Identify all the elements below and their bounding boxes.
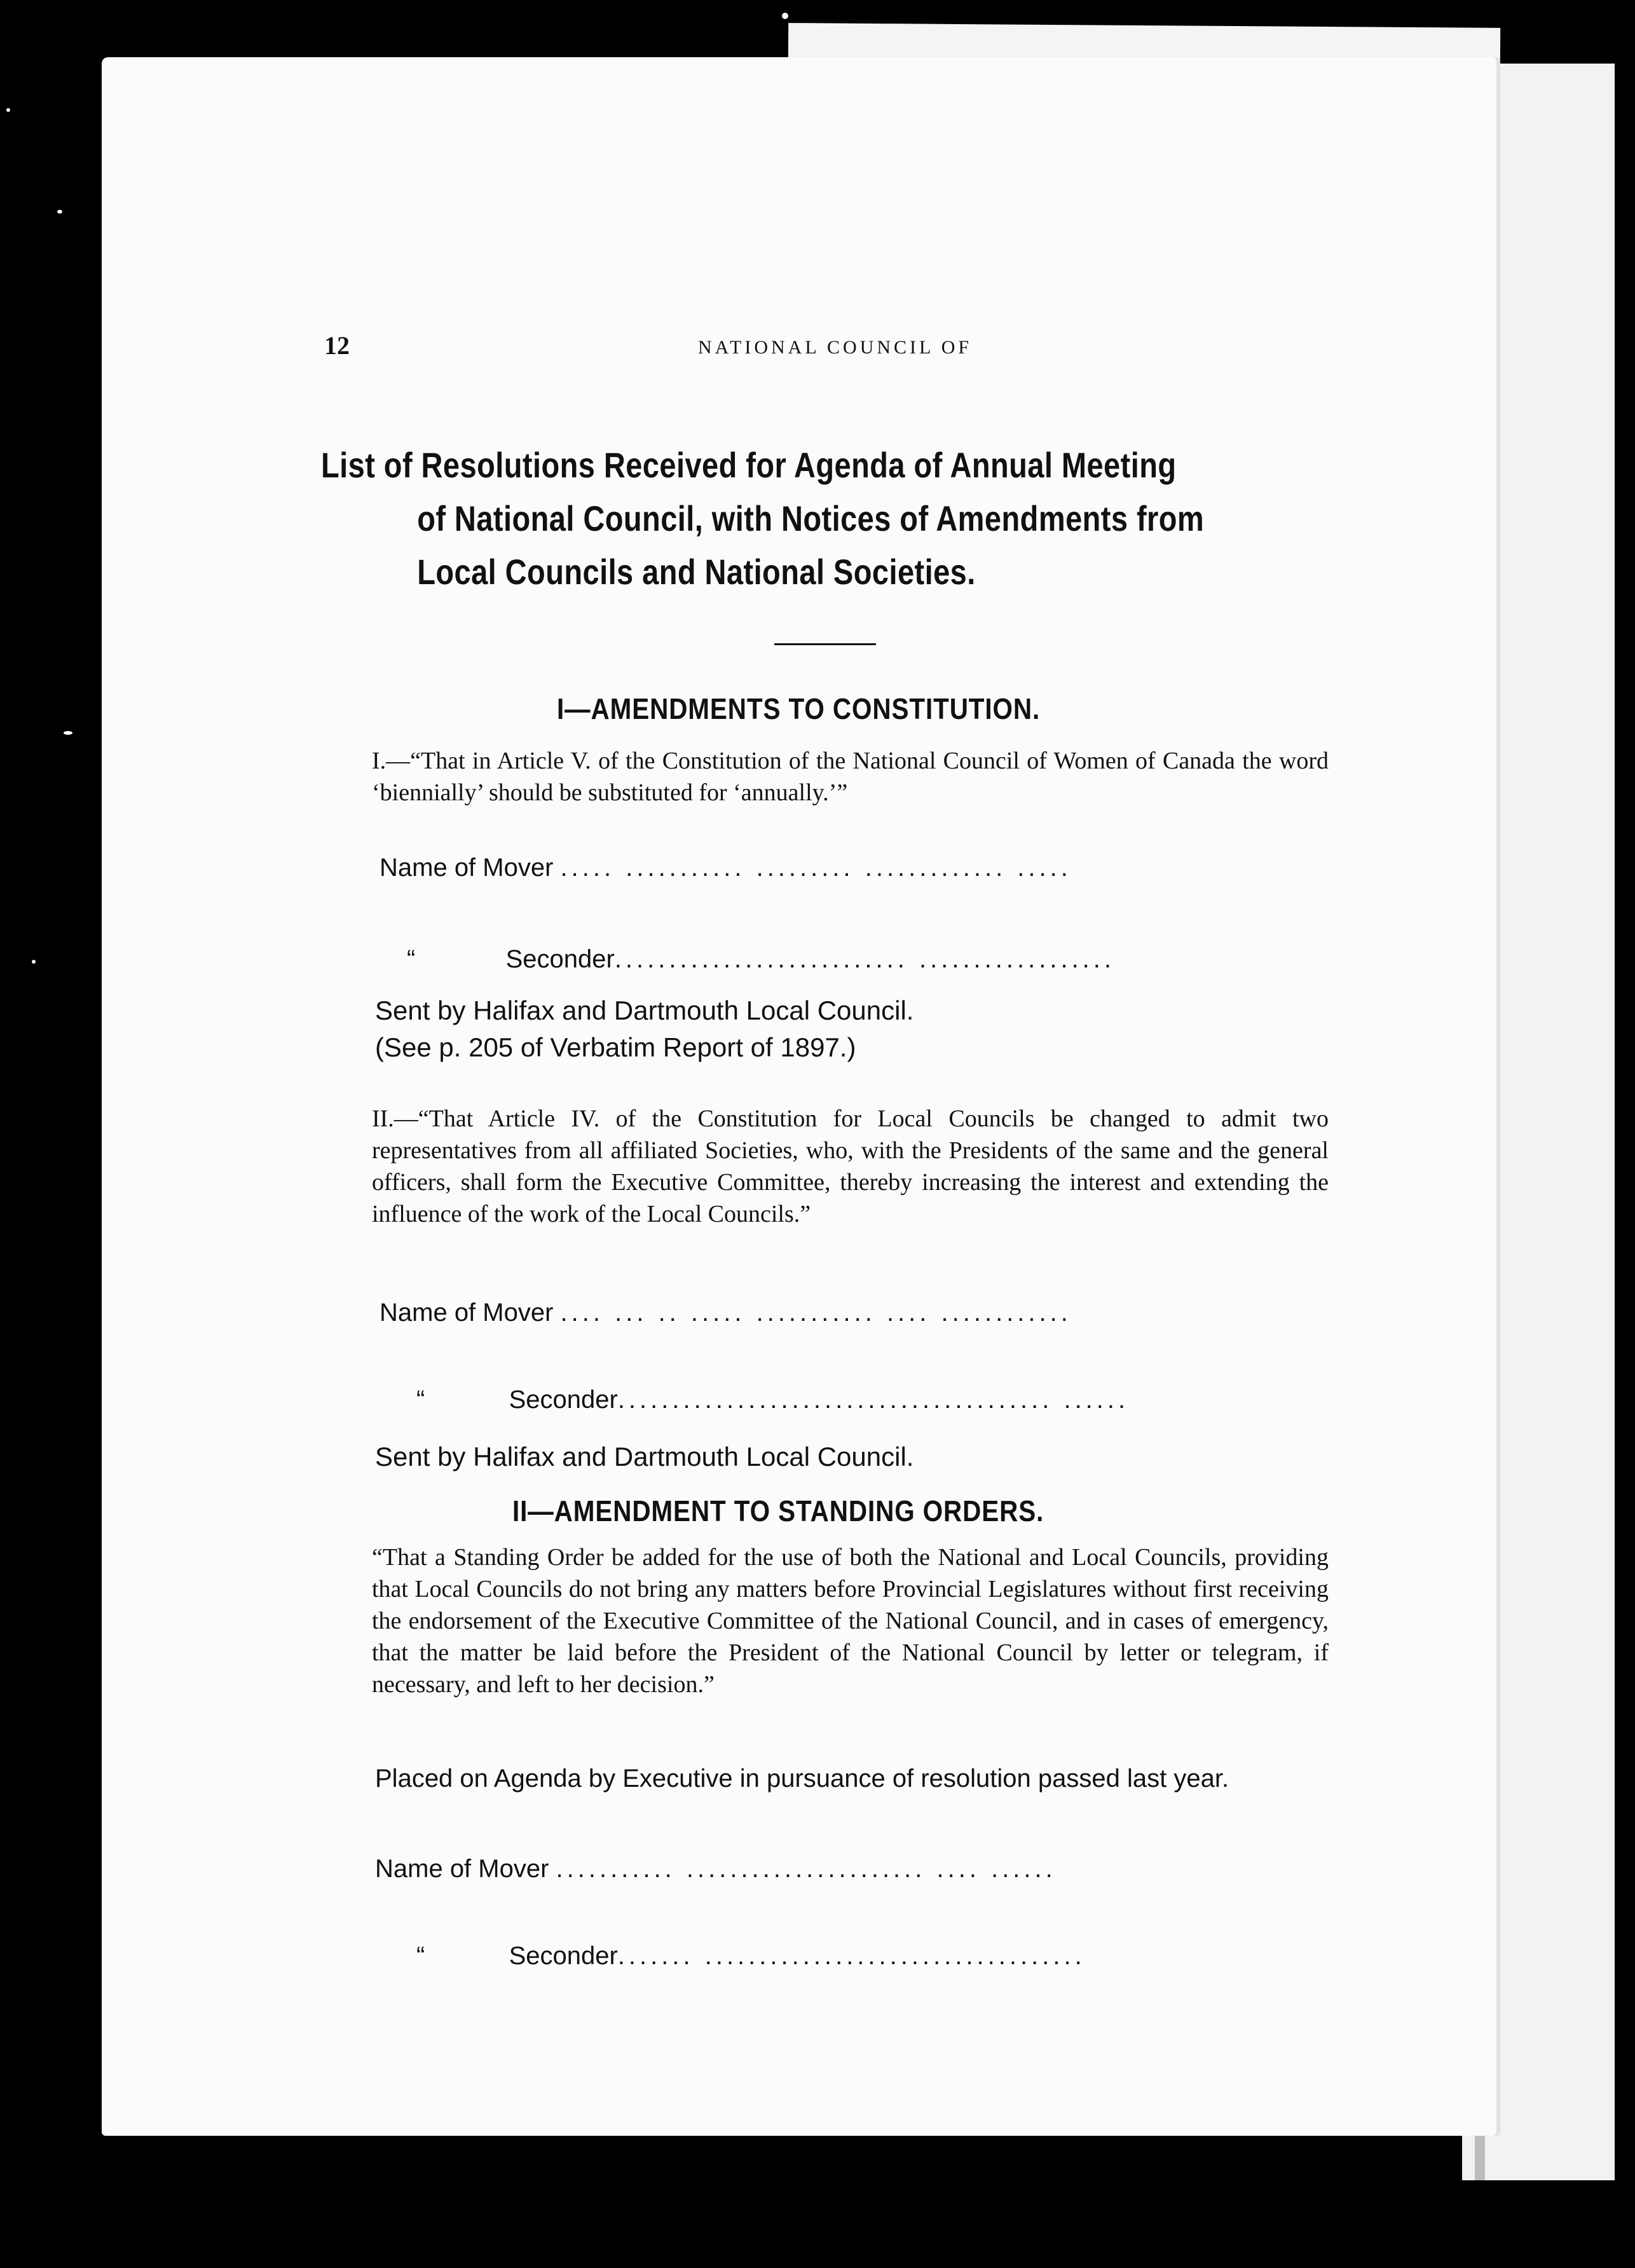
section-heading-standing-orders: II—AMENDMENT TO STANDING ORDERS. (512, 1494, 1044, 1527)
resolution-1-text: I.—“That in Article V. of the Constitution of the National Council of Women of Canada the word ‘biennially’ should be substituted for ‘annually.’” (372, 748, 1329, 806)
sent-by-1: Sent by Halifax and Dartmouth Local Council. (375, 995, 914, 1025)
see-reference: (See p. 205 of Verbatim Report of 1897.) (375, 1032, 856, 1062)
scan-speck (32, 960, 36, 964)
seconder-line-3: “ Seconder....... ................................... (416, 1942, 1086, 1970)
seconder-line-2: “ Seconder........................................ ...... (416, 1386, 1130, 1414)
mover-line-2: Name of Mover .... ... .. ..... ........... .... ............ (380, 1299, 1072, 1327)
scan-speck (57, 210, 62, 214)
mover-line-3: Name of Mover ........... ...................... .... ...... (375, 1855, 1057, 1883)
document-page (102, 57, 1500, 2136)
title-line-1: List of Resolutions Received for Agenda of Annual Meeting (321, 445, 1177, 485)
scan-speck (782, 13, 788, 19)
sent-by-2: Sent by Halifax and Dartmouth Local Council. (375, 1442, 914, 1472)
title-line-3: Local Councils and National Societies. (417, 552, 976, 592)
placed-on-agenda: Placed on Agenda by Executive in pursuance of resolution passed last year. (375, 1765, 1229, 1793)
running-head: NATIONAL COUNCIL OF (698, 337, 973, 358)
title-rule (774, 643, 876, 645)
section-heading-constitution: I—AMENDMENTS TO CONSTITUTION. (557, 692, 1041, 725)
page-number: 12 (324, 331, 350, 360)
scan-speck (64, 731, 72, 735)
scan-speck (6, 108, 10, 112)
mover-line-1: Name of Mover ..... ........... ......... ............. ..... (380, 854, 1072, 882)
seconder-line-1: “ Seconder........................... .................. (407, 945, 1116, 973)
standing-order-text: “That a Standing Order be added for the use of both the National and Local Councils, providing that Local Councils do not bring any matters before Provincial Legislatures without first receiving the endorsement of the Executive Committee of the National Council, and in cases of emergency, that the matter be laid before the President of the National Council by letter or telegram, if necessary, and left to her decision.” (372, 1544, 1329, 1698)
title-line-2: of National Council, with Notices of Amendments from (417, 498, 1205, 538)
resolution-2-text: II.—“That Article IV. of the Constitution for Local Councils be changed to admit two representatives from all affiliated Societies, who, with the Presidents of the same and the general officers, shall form the Executive Committee, thereby increasing the interest and extending the influence of the work of the Local Councils.” (372, 1105, 1329, 1227)
page-title (321, 439, 1205, 599)
